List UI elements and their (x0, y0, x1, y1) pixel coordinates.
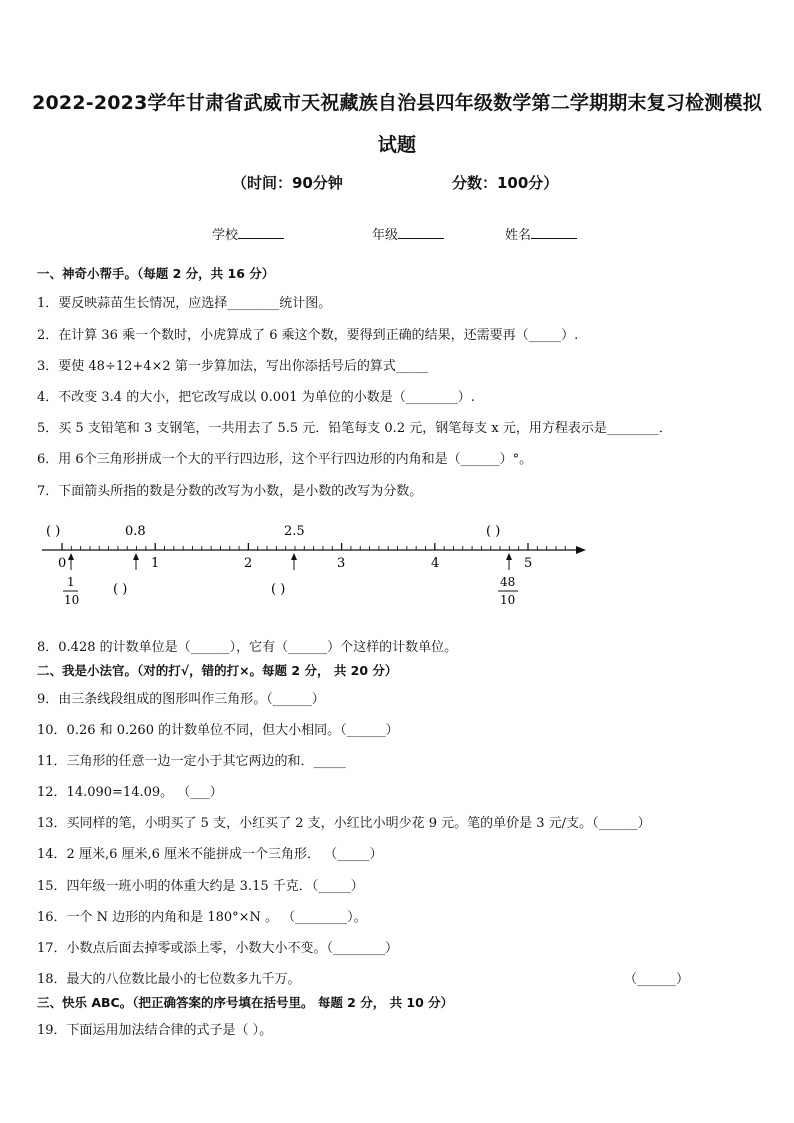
tick-label-5: 5 (524, 556, 533, 571)
question-16: 16．一个 N 边形的内角和是 180°×N 。 （________）。 (37, 910, 367, 925)
question-18: 18．最大的八位数比最小的七位数多九千万。 (37, 972, 301, 987)
question-14: 14．2 厘米,6 厘米,6 厘米不能拼成一个三角形． （_____） (37, 847, 383, 862)
top-label-0-8: 0.8 (125, 524, 146, 539)
question-15: 15．四年级一班小明的体重大约是 3.15 千克．（_____） (37, 879, 364, 894)
name-label: 姓名 (505, 228, 532, 243)
tick-label-2: 2 (244, 556, 253, 571)
school-label: 学校 (212, 228, 239, 243)
question-9: 9．由三条线段组成的图形叫作三角形。（______） (37, 692, 325, 707)
section-2-heading: 二、我是小法官。（对的打√，错的打×。每题 2 分， 共 20 分） (37, 663, 398, 678)
top-label-blank-1: ( ) (46, 524, 61, 539)
title-line-2: 试题 (377, 134, 417, 156)
question-13: 13．买同样的笔，小明买了 5 支，小红买了 2 支，小红比小明少花 9 元。笔的单价是 3 元/支。（______） (37, 816, 651, 831)
question-11: 11．三角形的任意一边一定小于其它两边的和．_____ (37, 754, 347, 769)
section-1-heading: 一、神奇小帮手。（每题 2 分，共 16 分） (37, 266, 275, 281)
school-field[interactable] (212, 224, 284, 243)
tick-label-3: 3 (337, 556, 346, 571)
arrow-up-2-head (133, 553, 139, 560)
question-12: 12．14.090=14.09。 （___） (37, 785, 223, 800)
question-8: 8．0.428 的计数单位是（______），它有（______）个这样的计数单位。 (37, 640, 458, 655)
number-line-arrowhead (576, 546, 586, 554)
school-blank[interactable] (238, 226, 284, 239)
question-6: 6．用 6个三角形拼成一个大的平行四边形，这个平行四边形的内角和是（______）°。 (37, 452, 533, 467)
question-3: 3．要使 48÷12+4×2 第一步算加法，写出你添括号后的算式_____ (37, 359, 429, 374)
arrow-up-3-head (291, 553, 297, 560)
title-line-1: 2022-2023学年甘肃省武威市天祝藏族自治县四年级数学第二学期期末复习检测模拟 (32, 92, 762, 114)
grade-label: 年级 (372, 228, 399, 243)
question-18-answer-blank[interactable]: （______） (624, 972, 690, 987)
question-4: 4．不改变 3.4 的大小，把它改写成以 0.001 为单位的小数是（________）. (37, 390, 475, 405)
arrow-up-4-head (506, 553, 512, 560)
fraction-2-numerator: 48 (500, 575, 516, 589)
tick-label-4: 4 (431, 556, 440, 571)
name-blank[interactable] (531, 226, 577, 239)
exam-score: 分数：100分） (452, 174, 559, 192)
arrow-up-1-head (68, 553, 74, 560)
fraction-1-denominator: 10 (64, 593, 80, 607)
question-2: 2．在计算 36 乘一个数时，小虎算成了 6 乘这个数，要得到正确的结果，还需要再（_____）. (37, 328, 579, 343)
bottom-blank-2: ( ) (271, 582, 286, 597)
top-label-2-5: 2.5 (284, 524, 305, 539)
question-17: 17．小数点后面去掉零或添上零，小数大小不变。（________） (37, 941, 399, 956)
bottom-blank-1: ( ) (113, 582, 128, 597)
fraction-2-denominator: 10 (500, 593, 516, 607)
fraction-1-numerator: 1 (67, 575, 75, 589)
question-5: 5．买 5 支铅笔和 3 支钢笔，一共用去了 5.5 元．铅笔每支 0.2 元，钢笔每支 x 元，用方程表示是________． (37, 421, 672, 436)
tick-label-1: 1 (151, 556, 160, 571)
name-field[interactable] (505, 224, 577, 243)
exam-time: （时间：90分钟 (232, 174, 343, 192)
top-label-blank-2: ( ) (486, 524, 501, 539)
question-7: 7．下面箭头所指的数是分数的改写为小数，是小数的改写为分数。 (37, 484, 423, 499)
grade-field[interactable] (372, 224, 444, 243)
question-10: 10．0.26 和 0.260 的计数单位不同，但大小相同。（______） (37, 723, 399, 738)
question-19: 19．下面运用加法结合律的式子是（ ）。 (37, 1023, 273, 1038)
number-line-figure (30, 512, 600, 612)
section-3-heading: 三、快乐 ABC。（把正确答案的序号填在括号里。 每题 2 分， 共 10 分） (37, 995, 454, 1010)
tick-label-0: 0 (58, 556, 67, 571)
question-1: 1．要反映蒜苗生长情况，应选择________统计图。 (37, 296, 332, 311)
grade-blank[interactable] (398, 226, 444, 239)
number-line-minor-ticks (62, 543, 565, 550)
